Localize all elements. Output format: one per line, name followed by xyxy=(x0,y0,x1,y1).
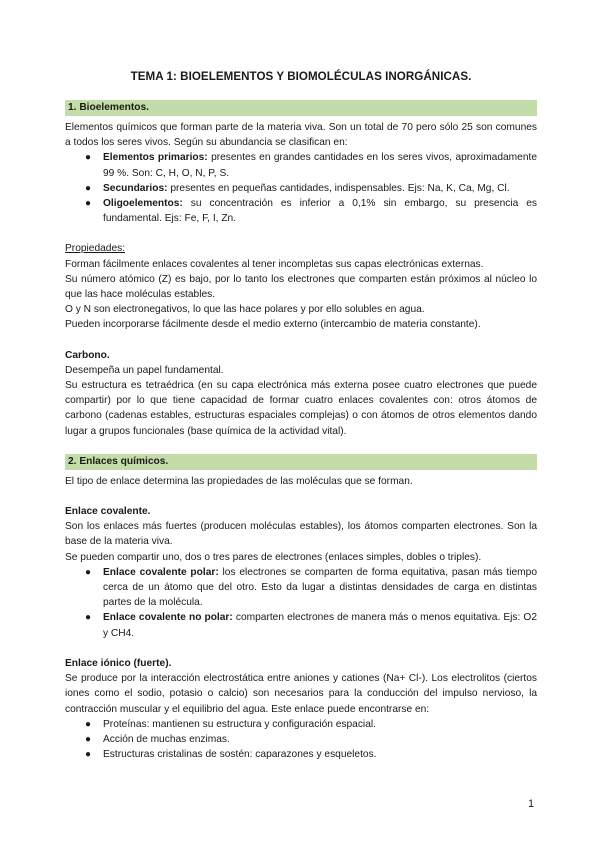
list-item-text: presentes en pequeñas cantidades, indispensables. Ejs: Na, K, Ca, Mg, Cl. xyxy=(167,182,510,194)
subheading-enlace-ionico: Enlace iónico (fuerte). xyxy=(65,657,172,669)
page-content xyxy=(65,70,537,762)
bullet-icon: ● xyxy=(85,733,92,745)
spacer xyxy=(65,333,537,348)
bullet-icon: ● xyxy=(85,198,92,210)
list-item-text: Estructuras cristalinas de sostén: caparazones y esqueletos. xyxy=(103,749,377,761)
list-item xyxy=(65,732,537,747)
paragraph: Su estructura es tetraédrica (en su capa electrónica más externa posee cuatro electrones que puede compartir) por lo que tiene capacidad de formar cuatro enlaces covalentes con: otros átomos de carbono (cadenas estables, estructuras espaciales complejas) o con átomos de otros elementos dando lugar a grupos funcionales (base química de la actividad vital). xyxy=(65,380,537,437)
spacer xyxy=(65,226,537,241)
list-item xyxy=(65,181,537,196)
list-item xyxy=(65,747,537,762)
list-item-text: Acción de muchas enzimas. xyxy=(103,733,230,745)
list-item-text: los electrones se comparten de forma equitativa, pasan más tiempo cerca de un átomo que del otro. Esto da lugar a distintas densidades de carga en distintas partes de la molécula. xyxy=(103,566,537,609)
list-item-text: su concentración es inferior a 0,1% sin embargo, su presencia es fundamental. Ejs: Fe, F, I, Zn. xyxy=(103,198,537,225)
bullet-icon: ● xyxy=(85,566,92,578)
paragraph: Elementos químicos que forman parte de la materia viva. Son un total de 70 pero sólo 25 son comunes a todos los seres vivos. Según su abundancia se clasifican en: xyxy=(65,122,537,149)
paragraph: Pueden incorporarse fácilmente desde el medio externo (intercambio de materia constante). xyxy=(65,319,481,331)
spacer xyxy=(65,489,537,504)
bullet-icon: ● xyxy=(85,749,92,761)
subheading-propiedades: Propiedades: xyxy=(65,243,126,255)
list-item-text: presentes en grandes cantidades en los seres vivos, aproximadamente 99 %. Son: C, H, O, N, P, S. xyxy=(103,152,537,179)
paragraph: Forman fácilmente enlaces covalentes al tener incompletas sus capas electrónicas externas. xyxy=(65,258,484,270)
paragraph: Se pueden compartir uno, dos o tres pares de electrones (enlaces simples, dobles o triples). xyxy=(65,551,482,563)
page-number: 1 xyxy=(528,798,535,810)
bullet-list-abundance xyxy=(65,150,537,226)
list-item-term: Enlace covalente no polar: xyxy=(103,612,233,624)
spacer xyxy=(65,641,537,656)
bullet-icon: ● xyxy=(85,612,92,624)
paragraph: Desempeña un papel fundamental. xyxy=(65,364,224,376)
list-item xyxy=(65,196,537,226)
list-item-text: Proteínas: mantienen su estructura y configuración espacial. xyxy=(103,718,376,730)
bullet-list-covalent xyxy=(65,565,537,641)
list-item-term: Oligoelementos: xyxy=(103,198,183,210)
spacer xyxy=(65,439,537,454)
list-item-term: Enlace covalente polar: xyxy=(103,566,219,578)
bullet-icon: ● xyxy=(85,152,92,164)
paragraph: Se produce por la interacción electrostática entre aniones y cationes (Na+ Cl-). Los electrolitos (ciertos iones como el sodio, potasio o calcio) son necesarios para la conducción del impulso nervioso, la contracción muscular y el equilibrio del agua. Este enlace puede encontrarse en: xyxy=(65,673,537,715)
list-item-term: Elementos primarios: xyxy=(103,152,208,164)
list-item xyxy=(65,610,537,640)
subheading-enlace-covalente: Enlace covalente. xyxy=(65,506,151,518)
page-title: TEMA 1: BIOELEMENTOS Y BIOMOLÉCULAS INORGÁNICAS. xyxy=(130,70,472,83)
paragraph: Su número atómico (Z) es bajo, por lo tanto los electrones que comparten están próximos al núcleo lo que las hace moléculas estables. xyxy=(65,273,537,301)
list-item xyxy=(65,565,537,611)
subheading-carbono: Carbono. xyxy=(65,349,110,361)
list-item xyxy=(65,717,537,732)
bullet-list-ionic xyxy=(65,717,537,763)
paragraph: Son los enlaces más fuertes (producen moléculas estables), los átomos comparten electrones. Son la base de la materia viva. xyxy=(65,521,537,548)
section-heading-enlaces: 2. Enlaces químicos. xyxy=(65,454,537,470)
paragraph: El tipo de enlace determina las propiedades de las moléculas que se forman. xyxy=(65,475,413,487)
bullet-icon: ● xyxy=(85,182,92,194)
bullet-icon: ● xyxy=(85,718,92,730)
list-item-text: comparten electrones de manera más o menos equitativa. Ejs: O2 y CH4. xyxy=(103,612,537,639)
list-item-term: Secundarios: xyxy=(103,182,168,194)
section-heading-bioelementos: 1. Bioelementos. xyxy=(65,100,537,116)
list-item xyxy=(65,150,537,180)
paragraph: O y N son electronegativos, lo que las hace polares y por ello solubles en agua. xyxy=(65,304,425,316)
